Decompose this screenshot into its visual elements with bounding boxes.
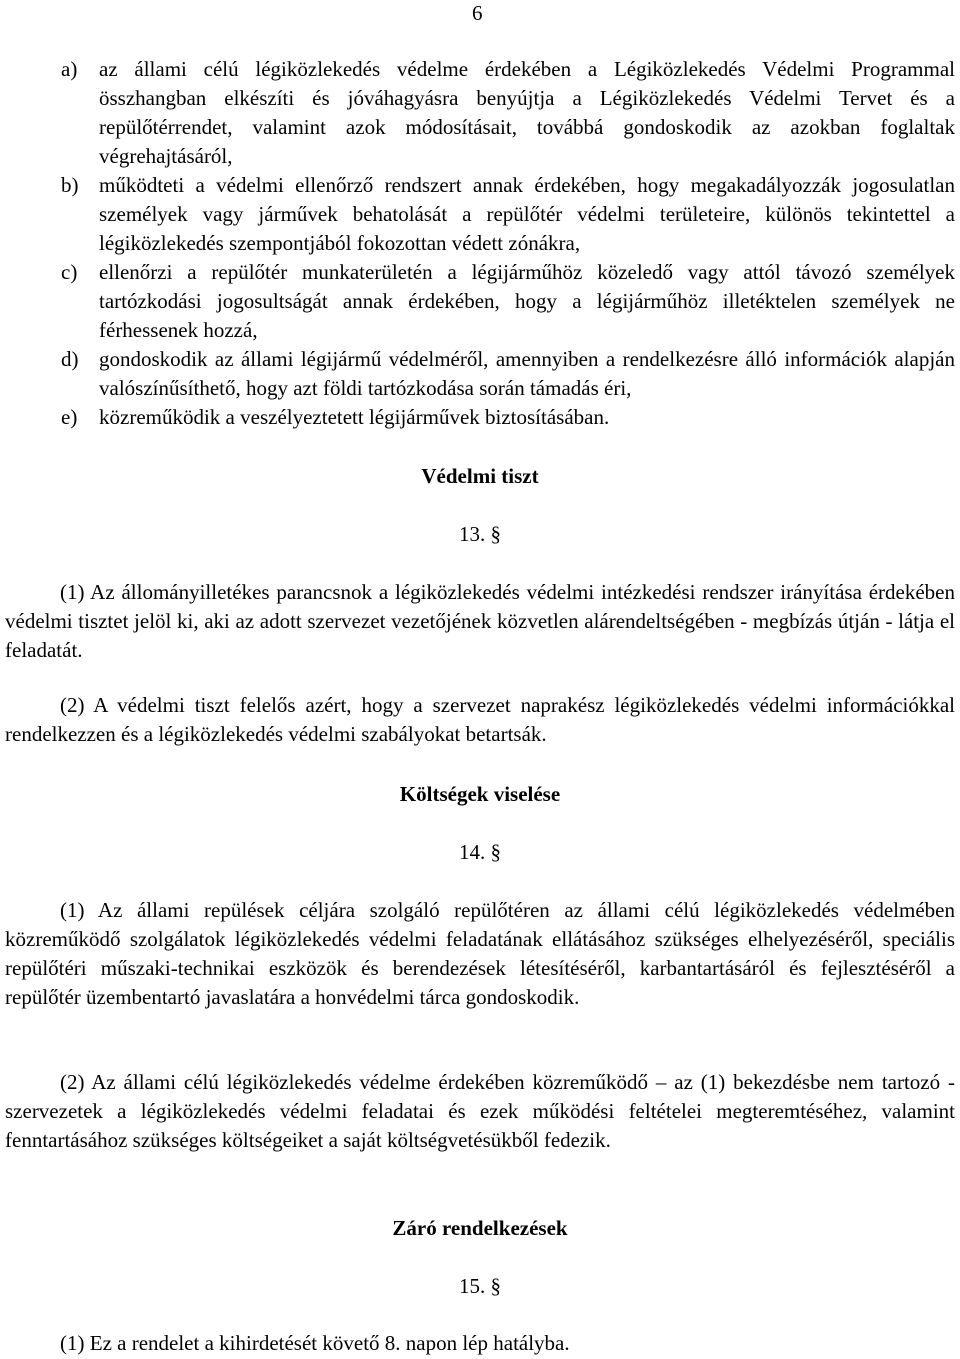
section-15-number: 15. § — [459, 1274, 501, 1298]
section-13-number: 13. § — [459, 522, 501, 546]
list-item — [5, 55, 955, 171]
page-number: 6 — [472, 1, 483, 25]
section-13-paragraph-1: (1) Az állományilletékes parancsnok a légiközlekedés védelmi intézkedési rendszer irányítása érdekében védelmi tisztet jelöl ki, aki az adott szervezet vezetőjének közvetlen alárendeltségében - megbízás útján - látja el feladatát. — [5, 580, 955, 662]
list-item — [5, 345, 955, 403]
section-15-heading: Záró rendelkezések — [392, 1216, 568, 1240]
list-item-text: közreműködik a veszélyeztetett légijárművek biztosításában. — [99, 405, 610, 429]
list-item-letter: c) — [61, 260, 78, 284]
section-13-heading: Védelmi tiszt — [421, 464, 539, 488]
section-13-paragraph-2: (2) A védelmi tiszt felelős azért, hogy a szervezet naprakész légiközlekedés védelmi információkkal rendelkezzen és a légiközlekedés védelmi szabályokat betartsák. — [5, 693, 955, 746]
list-item — [5, 171, 955, 258]
list-item-letter: e) — [61, 405, 78, 429]
section-14-heading: Költségek viselése — [399, 782, 561, 806]
list-item — [5, 403, 955, 432]
list-item-letter: d) — [61, 347, 79, 371]
list-item-text: működteti a védelmi ellenőrző rendszert annak érdekében, hogy megakadályozzák jogosulatlan személyek vagy járművek behatolását a repülőtér védelmi területeire, különös tekintettel a légiközlekedés szempontjából fokozottan védett zónákra, — [99, 173, 955, 255]
list-item-text: az állami célú légiközlekedés védelme érdekében a Légiközlekedés Védelmi Programmal összhangban elkészíti és jóváhagyásra benyújtja a Légiközlekedés Védelmi Tervet és a repülőtérrendet, valamint azok módosításait, továbbá gondoskodik az azokban foglaltak végrehajtásáról, — [99, 57, 955, 168]
list-item — [5, 258, 955, 345]
section-14-number: 14. § — [459, 840, 501, 864]
list-item-text: ellenőrzi a repülőtér munkaterületén a légijárműhöz közeledő vagy attól távozó személyek tartózkodási jogosultságát annak érdekében, hogy a légijárműhöz illetéktelen személyek ne férhessenek hozzá, — [99, 260, 955, 342]
section-14-paragraph-1: (1) Az állami repülések céljára szolgáló repülőtéren az állami célú légiközlekedés védelmében közreműködő szolgálatok légiközlekedés védelmi feladatának ellátásához szükséges elhelyezéséről, speciális repülőtéri műszaki-technikai eszközök és berendezések létesítéséről, karbantartásáról és fejlesztéséről a repülőtér üzembentartó javaslatára a honvédelmi tárca gondoskodik. — [5, 898, 955, 1009]
section-14-paragraph-2: (2) Az állami célú légiközlekedés védelme érdekében közreműködő – az (1) bekezdésbe nem tartozó - szervezetek a légiközlekedés védelmi feladatai és ezek működési feltételei megteremtéséhez, valamint fenntartásához szükséges költségeiket a saját költségvetésükből fedezik. — [5, 1070, 955, 1152]
section-15-paragraph-1: (1) Ez a rendelet a kihirdetését követő 8. napon lép hatályba. — [60, 1331, 570, 1355]
duties-list — [5, 55, 955, 432]
list-item-letter: b) — [61, 173, 79, 197]
list-item-letter: a) — [61, 57, 78, 81]
list-item-text: gondoskodik az állami légijármű védelméről, amennyiben a rendelkezésre álló információk alapján valószínűsíthető, hogy azt földi tartózkodása során támadás éri, — [99, 347, 955, 400]
